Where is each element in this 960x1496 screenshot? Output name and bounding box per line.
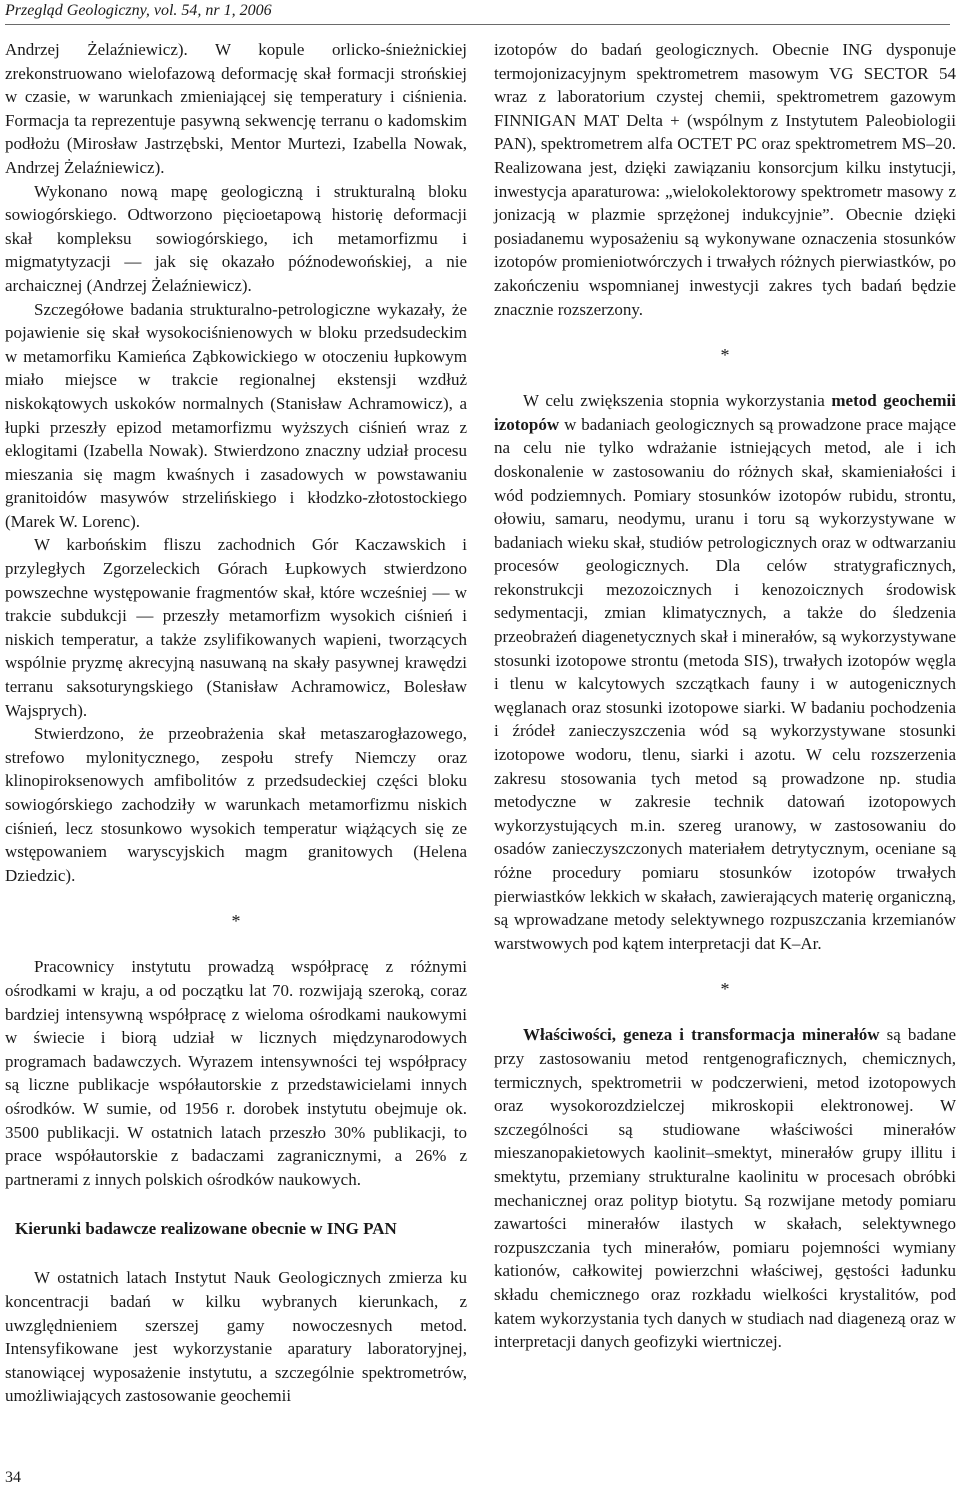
- paragraph-body: w badaniach geologicznych są prowadzone prace mające na celu nie tylko wdrażanie istniejących metod, ale i ich doskonalenie w zastosowaniu do różnych skał, skamieniałości i wód podziemnych. Pomiary stosunków izotopów rubidu, strontu, ołowiu, samaru, neodymu, uranu i toru są wykorzystywane w badaniach wieku skał, studiów petrologicznych oraz w odtwarzaniu procesów geologicznych. Dla celów stratygraficznych, rekonstrukcji mezozoicznych i kenozoicznych środowisk sedymentacji, zmian klimatycznych, a także do śledzenia przeobrażeń diagenetycznych skał i minerałów, są wykorzystywane stosunki izotopowe strontu (metoda SIS), trwałych izotopów węgla i tlenu w kalcytowych szczątkach fauny i w autogenicznych węglanach oraz stosunki izotopowe siarki. W badaniu pochodzenia i źródeł zanieczyszczenia wód są wykorzystywane stosunki izotopowe wodoru, tlenu, siarki i azotu. W celu rozszerzenia zakresu stosowania tych metod są prowadzone np. studia metodyczne w zakresie technik datowań izotopowych wykorzystujących m.in. szereg uranowy, w zastosowaniu do osadów zanieczyszczonych materiałem detrytycznym, oceniane są różne procedury pomiaru stosunków izotopów trwałych pierwiastków lekkich w skałach, zawierających materię organiczną, są wprowadzane metody selektywnego rozpuszczania krzemianów warstwowych pod kątem interpretacji dat K–Ar.: [494, 414, 956, 953]
- section-separator: *: [231, 911, 241, 932]
- page-number: 34: [5, 1469, 21, 1486]
- right-column: [494, 38, 956, 1354]
- paragraph: Pracownicy instytutu prowadzą współpracę z różnymi ośrodkami w kraju, a od początku lat 70. rozwijają szeroką, coraz bardziej intensywną współpracę z wieloma ośrodkami naukowymi w świecie i biorą udział w licznych międzynarodowych programach badawczych. Wyrazem intensywności tej współpracy są liczne publikacje współautorskie z przedstawicielami innych ośrodków. W sumie, od 1956 r. dorobek instytutu obejmuje ok. 3500 publikacji. W ostatnich latach przeszło 30% publikacji, to prace współautorskie z badaczami zagranicznymi, a 26% z partnerami z innych polskich ośrodków naukowych.: [5, 957, 467, 1189]
- paragraph: W karbońskim fliszu zachodnich Gór Kaczawskich i przyległych Zgorzeleckich Górach Łupkowych stwierdzono powszechne występowanie fragmentów skał, które wcześniej — w trakcie subdukcji — przeszły metamorfizm wysokich ciśnień i niskich temperatur, a także zsylifikowanych wapieni, tworzących wspólnie pryzmę akrecyjną nasuwaną na skały pasywnej krawędzi terranu saksoturyngskiego (Stanisław Achramowicz, Bolesław Wajsprych).: [5, 535, 467, 720]
- running-head: Przegląd Geologiczny, vol. 54, nr 1, 2006: [5, 2, 272, 19]
- paragraph: Stwierdzono, że przeobrażenia skał metaszarogłazowego, strefowo mylonitycznego, zespołu strefy Niemczy oraz klinopiroksenowych amfibolitów z przedsudeckiej części bloku sowiogórskiego zachodziły w warunkach metamorfizmu niskich ciśnień, lecz stosunkowo wysokich temperatur wiążących się ze wstępowaniem waryscyjskich magm granitowych (Helena Dziedzic).: [5, 724, 467, 885]
- paragraph-body: są badane przy zastosowaniu metod rentgenograficznych, chemicznych, termicznych, spektrometrii w podczerwieni, metod izotopowych oraz wysokorozdzielczej mikroskopii elektronowej. W szczególności są studiowane właściwości minerałów mieszanopakietowych kaolinit–smektyt, minerałów grupy illitu i smektytu, przemiany strukturalne kaolinitu w procesach obróbki mechanicznej oraz polityp biotytu. Są rozwijane metody pomiaru zawartości minerałów ilastych w skałach, selektywnego rozpuszczania tych minerałów, pomiaru pojemności wymiany kationów, całkowitej powierzchni właściwej, gęstości ładunku składu chemicznego oraz rozkładu wielkości krystalitów, pod katem wykorzystania tych danych w studiach nad diagenezą oraz w interpretacji danych geofizyki wiertniczej.: [494, 1025, 956, 1352]
- paragraph: [494, 389, 956, 955]
- paragraph: Wykonano nową mapę geologiczną i strukturalną bloku sowiogórskiego. Odtworzono pięcioetapową historię deformacji skał kompleksu sowiogórskiego, ich metamorfizmu i migmatytyzacji — jak się okazało późnodewońskiej, a nie archaicznej (Andrzej Żelaźniewicz).: [5, 181, 467, 295]
- paragraph: [494, 1023, 956, 1353]
- paragraph: izotopów do badań geologicznych. Obecnie ING dysponuje termojonizacyjnym spektrometrem masowym VG SECTOR 54 wraz z laboratorium czystej chemii, spektrometrem gazowym FINNIGAN MAT Delta + (wspólnym z Instytutem Paleobiologii PAN), spektrometrem alfa OCTET PC oraz spektrometrem MS–20. Realizowana jest, dzięki zawiązaniu konsorcjum kilku instytucji, inwestycja aparaturowa: „wielokolektorowy spektrometr masowy z jonizacją w plazmie sprzężonej indukcyjnie”. Obecnie dzięki posiadanemu wyposażeniu są wykonywane oznaczenia stosunków izotopów promieniotwórczych i trwałych różnych pierwiastków, po zakończeniu wspomnianej inwestycji zakres tych badań będzie znacznie rozszerzony.: [494, 40, 956, 319]
- paragraph-lead: W celu zwiększenia stopnia wykorzystania: [523, 391, 832, 411]
- left-column: [5, 38, 467, 1408]
- section-heading: Kierunki badawcze realizowane obecnie w ING PAN: [15, 1219, 397, 1239]
- header-rule: [5, 24, 950, 25]
- paragraph: Andrzej Żelaźniewicz). W kopule orlicko-śnieżnickiej zrekonstruowano wielofazową deformację skał formacji strońskiej w czasie, w warunkach zmieniającej się temperatury i ciśnienia. Formacja ta reprezentuje pasywną sekwencję terranu o kadomskim podłożu (Mirosław Jastrzębski, Mentor Murtezi, Izabella Nowak, Andrzej Żelaźniewicz).: [5, 40, 467, 177]
- section-separator: *: [720, 345, 730, 366]
- bold-term: Właściwości, geneza i transformacja minerałów: [523, 1025, 880, 1045]
- paragraph: Szczegółowe badania strukturalno-petrologiczne wykazały, że pojawienie się skał wysokociśnienowych w bloku przedsudeckim w metamorfiku Kamieńca Ząbkowickiego w otoczeniu łupkowym miało miejsce w trakcie regionalnej ekstensji wzdłuż niskokątowych uskoków normalnych (Stanisław Achramowicz), a łupki przeszły epizod metamorfizmu wyższych ciśnień wraz z eklogitami (Izabella Nowak). Stwierdzono znaczny udział procesu mieszania się magm kwaśnych i zasadowych w powstawaniu granitoidów masywów strzelińskiego i kłodzko-złotostockiego (Marek W. Lorenc).: [5, 299, 467, 531]
- paragraph: W ostatnich latach Instytut Nauk Geologicznych zmierza ku koncentracji badań w kilku wybranych kierunkach, z uwzględnieniem szerszej gamy nowoczesnych metod. Intensyfikowane jest wykorzystanie aparatury laboratoryjnej, stanowiącej wyposażenie instytutu, a szczególnie spektrometrów, umożliwiających zastosowanie geochemii: [5, 1268, 467, 1406]
- section-separator: *: [720, 979, 730, 1000]
- bold-term: metod geochemii izotopów: [494, 391, 956, 434]
